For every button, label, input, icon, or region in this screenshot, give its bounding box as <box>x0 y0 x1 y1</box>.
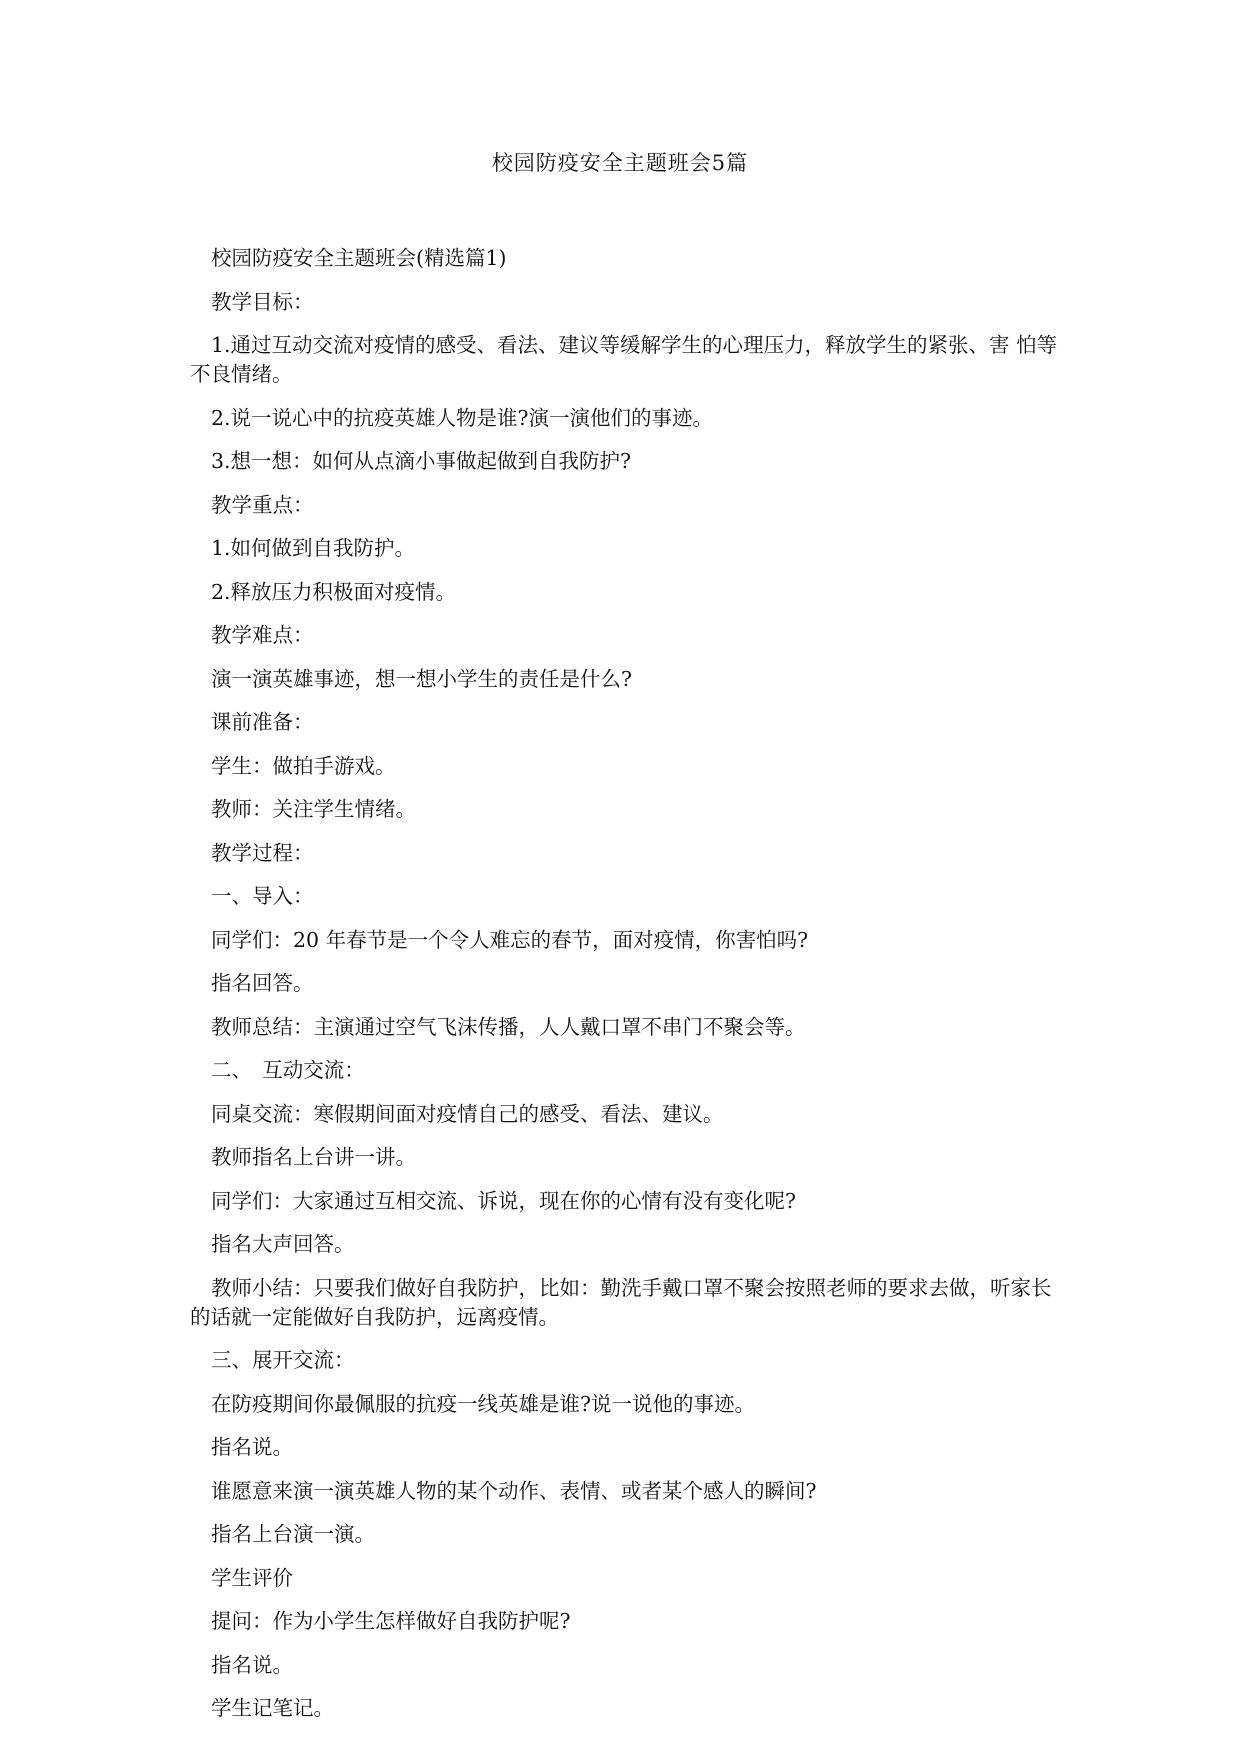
paragraph: 教学目标： <box>211 289 314 314</box>
paragraph: 教学难点： <box>211 623 314 647</box>
paragraph: 同学们：20 年春节是一个令人难忘的春节，面对疫情，你害怕吗? <box>211 927 809 952</box>
paragraph: 指名说。 <box>211 1652 293 1677</box>
paragraph: 同学们：大家通过互相交流、诉说，现在你的心情有没有变化呢? <box>211 1188 796 1213</box>
paragraph: 2.说一说心中的抗疫英雄人物是谁?演一演他们的事迹。 <box>211 405 714 430</box>
paragraph: 教学重点： <box>211 492 314 517</box>
paragraph: 三、展开交流： <box>211 1348 355 1372</box>
paragraph: 指名上台演一演。 <box>211 1522 375 1546</box>
document-body <box>190 244 1065 1738</box>
section-heading: 校园防疫安全主题班会(精选篇1) <box>211 246 507 270</box>
paragraph: 学生记笔记。 <box>211 1696 334 1720</box>
paragraph: 指名大声回答。 <box>211 1232 355 1256</box>
paragraph: 课前准备： <box>211 710 314 734</box>
paragraph: 教师小结：只要我们做好自我防护，比如：勤洗手戴口罩不聚会按照老师的要求去做，听家长的话就一定能做好自我防护，远离疫情。 <box>190 1275 1052 1329</box>
paragraph: 在防疫期间你最佩服的抗疫一线英雄是谁?说一说他的事迹。 <box>211 1391 755 1416</box>
paragraph: 提问：作为小学生怎样做好自我防护呢? <box>211 1609 571 1633</box>
paragraph: 1.通过互动交流对疫情的感受、看法、建议等缓解学生的心理压力，释放学生的紧张、害 怕等不良情绪。 <box>190 333 1058 386</box>
paragraph: 1.如何做到自我防护。 <box>211 536 416 560</box>
paragraph: 3.想一想：如何从点滴小事做起做到自我防护? <box>211 449 632 473</box>
paragraph: 同桌交流：寒假期间面对疫情自己的感受、看法、建议。 <box>211 1101 724 1126</box>
paragraph: 二、 互动交流： <box>211 1058 365 1082</box>
paragraph: 谁愿意来演一演英雄人物的某个动作、表情、或者某个感人的瞬间? <box>211 1478 817 1503</box>
paragraph: 演一演英雄事迹，想一想小学生的责任是什么? <box>211 666 632 691</box>
paragraph: 学生评价 <box>211 1565 293 1590</box>
paragraph: 教师指名上台讲一讲。 <box>211 1145 416 1169</box>
paragraph: 教学过程： <box>211 840 314 865</box>
paragraph: 教师：关注学生情绪。 <box>211 797 416 821</box>
paragraph: 指名回答。 <box>211 971 314 995</box>
paragraph: 一、导入： <box>211 884 314 908</box>
paragraph: 教师总结：主演通过空气飞沫传播，人人戴口罩不串门不聚会等。 <box>211 1014 806 1039</box>
paragraph: 2.释放压力积极面对疫情。 <box>211 579 457 604</box>
document-title: 校园防疫安全主题班会5篇 <box>491 151 749 175</box>
paragraph: 指名说。 <box>211 1435 293 1459</box>
paragraph: 学生：做拍手游戏。 <box>211 753 396 778</box>
